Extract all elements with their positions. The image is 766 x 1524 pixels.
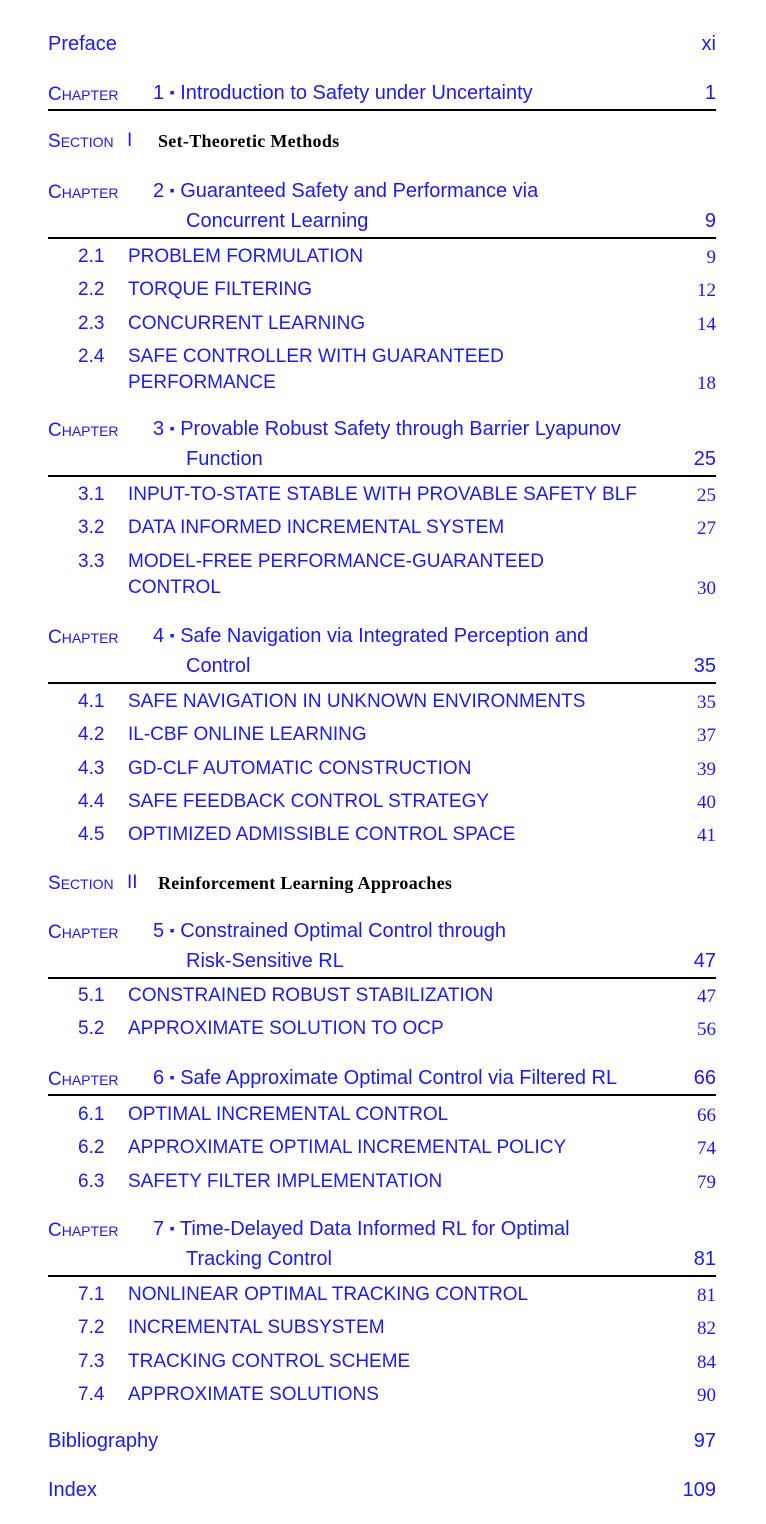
chapter-word-initial: C (48, 922, 62, 943)
section-page-number[interactable]: 9 (706, 247, 716, 268)
chapter-rule (48, 475, 716, 477)
chapter-title-line1[interactable] (153, 418, 621, 441)
section-page-number[interactable]: 40 (697, 791, 716, 813)
section-page-number[interactable]: 66 (697, 1105, 716, 1126)
section-page-number[interactable]: 74 (697, 1138, 716, 1160)
section-page-number[interactable]: 81 (697, 1285, 716, 1306)
section-word-rest: ECTION (60, 876, 114, 892)
chapter-rule (48, 977, 716, 979)
section-page-number[interactable]: 27 (697, 518, 716, 540)
section-number: 4.3 (78, 757, 105, 779)
section-number: 5.1 (78, 985, 105, 1006)
section-title[interactable]: SAFE NAVIGATION IN UNKNOWN ENVIRONMENTS (128, 691, 586, 712)
chapter-page-number[interactable]: 9 (704, 210, 716, 232)
chapter-title-line1[interactable] (153, 1218, 570, 1241)
chapter-title-line2[interactable]: Concurrent Learning (186, 210, 369, 232)
chapter-page-number[interactable]: 66 (693, 1067, 716, 1089)
section-number: 6.1 (78, 1104, 105, 1125)
toc-index-link[interactable]: Index (48, 1479, 97, 1501)
section-number: 6.3 (78, 1170, 105, 1192)
chapter-word-rest: HAPTER (61, 423, 119, 439)
chapter-word-rest: HAPTER (61, 185, 119, 201)
chapter-title: Safe Navigation via Integrated Perception and (180, 625, 589, 647)
section-page-number[interactable]: 39 (697, 758, 716, 780)
chapter-word-initial: C (48, 420, 62, 441)
section-word-rest: ECTION (60, 134, 114, 150)
section-page-number[interactable]: 12 (697, 280, 716, 302)
chapter-number: 5 (153, 920, 165, 942)
section-number: 5.2 (78, 1018, 105, 1040)
section-page-number[interactable]: 90 (697, 1384, 716, 1406)
chapter-number: 3 (153, 418, 165, 440)
chapter-word-rest: HAPTER (61, 1223, 119, 1239)
section-word (48, 131, 114, 153)
chapter-word (48, 627, 119, 649)
chapter-page-number[interactable]: 81 (693, 1248, 716, 1270)
section-title[interactable]: APPROXIMATE SOLUTIONS (128, 1383, 379, 1405)
section-page-number[interactable]: 41 (697, 825, 716, 847)
chapter-rule (48, 1094, 716, 1096)
chapter-word (48, 1220, 119, 1242)
chapter-title: Guaranteed Safety and Performance via (180, 180, 539, 202)
chapter-title: Provable Robust Safety through Barrier Lyapunov (180, 418, 621, 440)
part-number: I (127, 130, 133, 151)
section-number: 3.1 (78, 484, 105, 505)
section-page-number[interactable]: 84 (697, 1351, 716, 1373)
section-number: 3.2 (78, 517, 105, 539)
section-number: 4.2 (78, 724, 105, 746)
section-page-number[interactable]: 30 (697, 577, 716, 599)
section-page-number[interactable]: 47 (697, 986, 716, 1007)
section-page-number[interactable]: 35 (697, 692, 716, 713)
section-page-number[interactable]: 56 (697, 1019, 716, 1041)
section-page-number[interactable]: 25 (697, 485, 716, 506)
section-number: 4.4 (78, 790, 105, 812)
section-number: 7.1 (78, 1284, 105, 1305)
chapter-title-line1[interactable] (153, 625, 588, 648)
section-title[interactable]: SAFETY FILTER IMPLEMENTATION (128, 1170, 443, 1192)
chapter-word-rest: HAPTER (61, 87, 119, 103)
section-title[interactable]: PROBLEM FORMULATION (128, 246, 364, 267)
chapter-page-number[interactable]: 47 (693, 950, 716, 972)
chapter-title-line2[interactable]: Risk-Sensitive RL (186, 950, 344, 972)
chapter-title-line1[interactable] (153, 82, 533, 105)
chapter-page-number[interactable]: 1 (704, 82, 716, 104)
section-title[interactable]: TRACKING CONTROL SCHEME (128, 1350, 411, 1372)
section-number: 2.2 (78, 279, 105, 301)
chapter-number: 6 (153, 1067, 165, 1089)
section-number: 2.3 (78, 312, 105, 334)
section-number: 4.1 (78, 691, 105, 712)
section-number: 7.2 (78, 1317, 105, 1339)
chapter-title: Time-Delayed Data Informed RL for Optimal (179, 1218, 570, 1240)
part-title: Reinforcement Learning Approaches (158, 873, 453, 893)
chapter-number: 7 (153, 1218, 165, 1240)
section-title[interactable]: NONLINEAR OPTIMAL TRACKING CONTROL (128, 1284, 529, 1305)
chapter-number: 2 (153, 180, 165, 202)
chapter-rule (48, 109, 716, 111)
chapter-title: Introduction to Safety under Uncertainty (180, 82, 533, 104)
section-page-number[interactable]: 82 (697, 1318, 716, 1340)
chapter-word-initial: C (48, 627, 62, 648)
section-title[interactable]: MODEL-FREE PERFORMANCE-GUARANTEED (128, 550, 544, 572)
toc-preface-link[interactable]: Preface (48, 33, 117, 55)
chapter-rule (48, 682, 716, 684)
chapter-title: Safe Approximate Optimal Control via Filtered RL (180, 1067, 618, 1089)
chapter-title-line1[interactable] (153, 180, 538, 203)
section-word (48, 873, 114, 895)
chapter-rule (48, 1275, 716, 1277)
section-title[interactable]: APPROXIMATE OPTIMAL INCREMENTAL POLICY (128, 1137, 567, 1159)
section-title-line2[interactable]: CONTROL (128, 576, 221, 598)
section-number: 7.4 (78, 1383, 105, 1405)
section-title[interactable]: SAFE CONTROLLER WITH GUARANTEED (128, 345, 504, 367)
chapter-word (48, 84, 119, 106)
chapter-number: 1 (153, 82, 165, 104)
chapter-bullet: ▪ (169, 627, 175, 643)
section-title[interactable]: CONSTRAINED ROBUST STABILIZATION (128, 985, 494, 1006)
chapter-title-line2[interactable]: Tracking Control (186, 1248, 332, 1270)
chapter-word (48, 922, 119, 944)
chapter-bullet: ▪ (169, 420, 175, 436)
chapter-page-number[interactable]: 25 (693, 448, 716, 470)
chapter-bullet: ▪ (169, 922, 175, 938)
chapter-page-number[interactable]: 35 (693, 655, 716, 677)
section-title[interactable]: TORQUE FILTERING (128, 279, 313, 301)
section-number: 3.3 (78, 550, 105, 572)
chapter-word-initial: C (48, 1069, 62, 1090)
section-title[interactable]: SAFE FEEDBACK CONTROL STRATEGY (128, 790, 490, 812)
toc-bibliography-link[interactable]: Bibliography (48, 1430, 159, 1452)
chapter-title: Constrained Optimal Control through (180, 920, 506, 942)
chapter-word-rest: HAPTER (61, 630, 119, 646)
chapter-title-line1[interactable] (153, 1067, 617, 1090)
toc-index-page[interactable]: 109 (682, 1479, 716, 1501)
section-title-line2[interactable]: PERFORMANCE (128, 371, 276, 393)
section-number: 6.2 (78, 1137, 105, 1159)
chapter-title-line2[interactable]: Control (186, 655, 251, 677)
section-page-number[interactable]: 37 (697, 725, 716, 747)
chapter-title-line1[interactable] (153, 920, 506, 943)
section-title[interactable]: DATA INFORMED INCREMENTAL SYSTEM (128, 517, 505, 539)
part-title: Set-Theoretic Methods (158, 131, 340, 151)
chapter-bullet: ▪ (169, 1220, 175, 1236)
chapter-rule (48, 237, 716, 239)
section-number: 4.5 (78, 824, 105, 846)
section-title[interactable]: OPTIMIZED ADMISSIBLE CONTROL SPACE (128, 824, 516, 846)
toc-preface-page[interactable]: xi (701, 33, 716, 55)
chapter-word-rest: HAPTER (61, 1072, 119, 1088)
section-title[interactable]: CONCURRENT LEARNING (128, 312, 366, 334)
chapter-number: 4 (153, 625, 165, 647)
section-number: 2.4 (78, 345, 105, 367)
section-title[interactable]: OPTIMAL INCREMENTAL CONTROL (128, 1104, 449, 1125)
chapter-word (48, 182, 119, 204)
section-page-number[interactable]: 14 (697, 313, 716, 335)
chapter-bullet: ▪ (169, 84, 175, 100)
chapter-word-rest: HAPTER (61, 925, 119, 941)
section-title[interactable]: GD-CLF AUTOMATIC CONSTRUCTION (128, 757, 472, 779)
section-title[interactable]: INCREMENTAL SUBSYSTEM (128, 1317, 385, 1339)
section-title[interactable]: INPUT-TO-STATE STABLE WITH PROVABLE SAFETY BLF (128, 484, 637, 505)
section-page-number[interactable]: 79 (697, 1171, 716, 1193)
chapter-title-line2[interactable]: Function (186, 448, 263, 470)
chapter-word-initial: C (48, 182, 62, 203)
chapter-word-initial: C (48, 84, 62, 105)
toc-bibliography-page[interactable]: 97 (693, 1430, 716, 1452)
section-number: 2.1 (78, 246, 105, 267)
section-title[interactable]: IL-CBF ONLINE LEARNING (128, 724, 367, 746)
chapter-bullet: ▪ (169, 182, 175, 198)
section-number: 7.3 (78, 1350, 105, 1372)
section-page-number[interactable]: 18 (697, 372, 716, 394)
section-word-initial: S (48, 873, 61, 894)
part-number: II (127, 872, 138, 893)
chapter-word (48, 420, 119, 442)
section-title[interactable]: APPROXIMATE SOLUTION TO OCP (128, 1018, 444, 1040)
section-word-initial: S (48, 131, 61, 152)
chapter-bullet: ▪ (169, 1069, 175, 1085)
chapter-word (48, 1069, 119, 1091)
chapter-word-initial: C (48, 1220, 62, 1241)
